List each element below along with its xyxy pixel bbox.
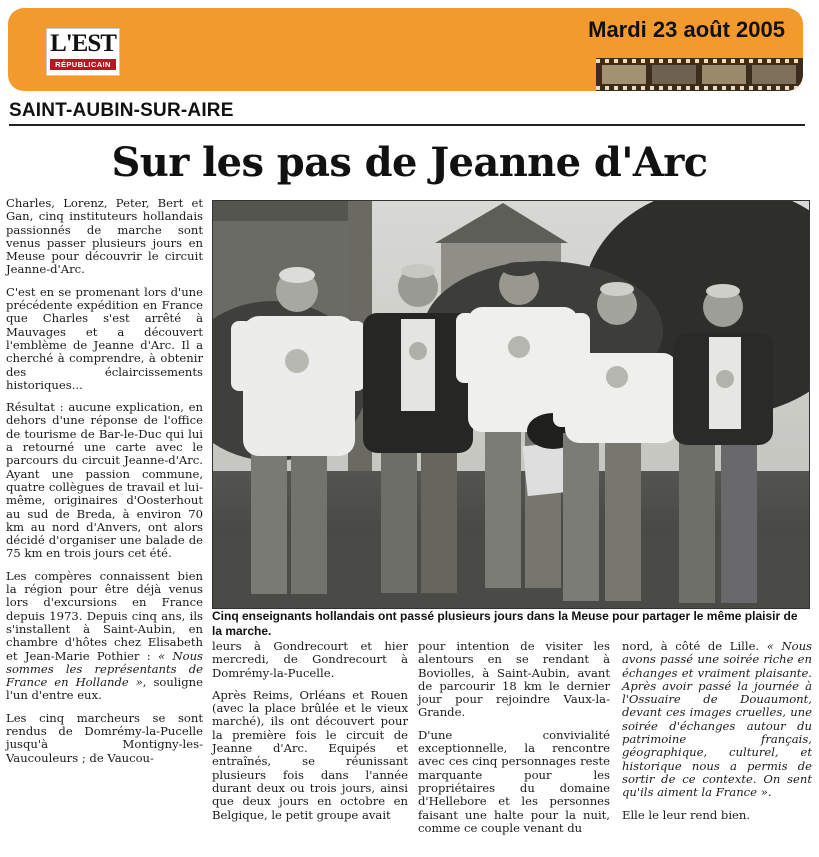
quote: « Nous avons passé une soirée riche en échanges et vraiment plaisante. Après avoir passé la journée à l'Ossuaire de Douaumont, devant ces images cruelles, une soirée d'échanges autour du patrimoine français, géographique, culturel, et historique nous a permis de sortir de ce contexte. On sent qu'ils aiment la France ». bbox=[622, 639, 812, 800]
publication-date: Mardi 23 août 2005 bbox=[588, 17, 785, 42]
paragraph: Elle le leur rend bien. bbox=[622, 807, 751, 822]
paragraph bbox=[6, 570, 203, 703]
paragraph bbox=[622, 640, 812, 800]
film-frame bbox=[652, 65, 696, 84]
logo-subtitle: RÉPUBLICAIN bbox=[50, 59, 116, 70]
quote: « Nous sommes les représentants de France en Hollande » bbox=[6, 648, 204, 690]
article-column-1 bbox=[6, 197, 203, 774]
paragraph: D'une convivialité exceptionnelle, la rencontre avec ces cinq personnages reste marquante pour les propriétaires du domaine d'Hellebore et les personnes faisant une halte pour la nuit, comme ce couple venant du bbox=[418, 727, 610, 835]
section-label: SAINT-AUBIN-SUR-AIRE bbox=[9, 100, 234, 121]
article-column-2 bbox=[212, 640, 408, 831]
film-frame bbox=[752, 65, 796, 84]
film-perforations bbox=[596, 59, 803, 63]
photo-caption: Cinq enseignants hollandais ont passé plusieurs jours dans la Meuse pour partager le même plaisir de la marche. bbox=[212, 609, 798, 638]
logo-name: L'EST bbox=[50, 30, 116, 57]
film-frame bbox=[602, 65, 646, 84]
paragraph: Charles, Lorenz, Peter, Bert et Gan, cinq instituteurs hollandais passionnés de marche sont venus passer plusieurs jours en Meuse pour découvrir le circuit Jeanne-d'Arc. bbox=[6, 196, 203, 277]
newspaper-logo bbox=[46, 28, 120, 76]
paragraph: leurs à Gondrecourt et hier mercredi, de Gondrecourt à Domrémy-la-Pucelle. bbox=[212, 639, 408, 680]
masthead-banner bbox=[8, 8, 803, 91]
paragraph-text: Les compères connaissent bien la région pour être déjà venus lors d'excursions en France depuis 1973. Depuis cinq ans, ils s'installent à Saint-Aubin, en chambre d'hôtes chez Elisabeth et Jean-Marie Pothier : bbox=[6, 568, 203, 663]
section-rule bbox=[9, 124, 805, 126]
article-column-3 bbox=[418, 640, 610, 844]
paragraph: C'est en se promenant lors d'une précédente expédition en France que Charles s'est arrêté à Mauvages et a découvert l'emblème de Jeanne d'Arc. Il a cherché à comprendre, à obtenir des éclaircissements historiques... bbox=[6, 284, 203, 392]
group-photo bbox=[212, 200, 810, 609]
photo-illustration bbox=[213, 201, 809, 608]
paragraph: pour intention de visiter les alentours en se rendant à Boviolles, à Saint-Aubin, avant de parcourir 18 km le dernier jour pour rejoindre Vaux-la-Grande. bbox=[418, 639, 610, 720]
filmstrip-decoration bbox=[596, 58, 803, 91]
paragraph: Après Reims, Orléans et Rouen (avec la place brûlée et le vieux marché), ils ont découvert pour la première fois le circuit de Jeanne d'Arc. Equipés et entraînés, se réunissant plusieurs fois dans l'année durant deux ou trois jours, ainsi que deux jours en octobre en Belgique, le petit groupe avait bbox=[212, 687, 408, 822]
film-frame bbox=[702, 65, 746, 84]
article-headline: Sur les pas de Jeanne d'Arc bbox=[111, 139, 708, 186]
paragraph-text: , souligne l'un d'entre eux. bbox=[6, 675, 204, 703]
article-column-4 bbox=[622, 640, 812, 831]
paragraph-text: nord, à côté de Lille. bbox=[622, 639, 760, 653]
film-perforations bbox=[596, 86, 803, 90]
paragraph: Les cinq marcheurs se sont rendus de Domrémy-la-Pucelle jusqu'à Montigny-les-Vaucouleurs ; de Vaucou- bbox=[6, 710, 203, 765]
paragraph: Résultat : aucune explication, en dehors d'une réponse de l'office de tourisme de Bar-le-Duc qui lui a retourné une carte avec le parcours du circuit Jeanne-d'Arc. Ayant une passion commune, quatre collègues de travail et lui-même, originaires d'Oosterhout au sud de Breda, à environ 70 km au nord d'Anvers, ont alors décidé d'organiser une balade de 75 km en trois jours cet été. bbox=[6, 400, 203, 561]
